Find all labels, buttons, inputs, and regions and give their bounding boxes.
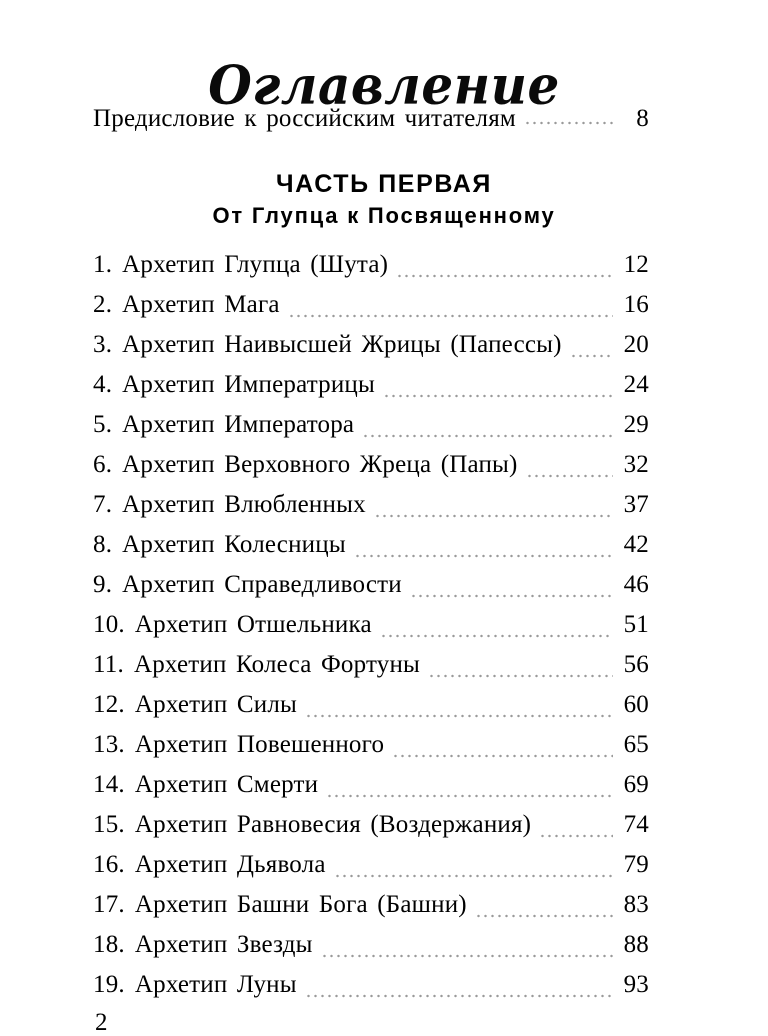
entry-number: 6.	[93, 451, 113, 478]
entry-page-number: 93	[623, 971, 649, 998]
part-heading	[0, 170, 768, 229]
dot-leader	[410, 589, 613, 603]
toc-entry[interactable]	[93, 332, 649, 372]
entry-page-number: 88	[623, 931, 649, 958]
toc-entry[interactable]	[93, 292, 649, 332]
entry-title: Архетип Мага	[122, 291, 280, 318]
entry-title: Архетип Равновесия (Воздержания)	[134, 811, 532, 838]
entry-page-number: 16	[623, 291, 649, 318]
toc-entry[interactable]	[93, 812, 649, 852]
dot-leader	[539, 829, 613, 843]
entry-page-number: 79	[623, 851, 649, 878]
toc-entry[interactable]	[93, 492, 649, 532]
entry-page-number: 42	[623, 531, 649, 558]
entry-number: 11.	[93, 651, 124, 678]
part-name: ЧАСТЬ ПЕРВАЯ	[276, 170, 492, 198]
next-entry-cutoff	[95, 1009, 651, 1036]
toc-entry[interactable]	[93, 772, 649, 812]
entry-title: Архетип Влюбленных	[122, 491, 366, 518]
entry-number: 13.	[93, 731, 125, 758]
entry-title: Архетип Повешенного	[134, 731, 385, 758]
toc-entry[interactable]	[93, 612, 649, 652]
entry-title: Архетип Колесницы	[122, 531, 346, 558]
entry-page-number: 20	[623, 331, 649, 358]
entry-number: 12.	[93, 691, 125, 718]
entry-number: 1.	[93, 251, 113, 278]
dot-leader	[334, 869, 613, 883]
entry-page-number: 24	[623, 371, 649, 398]
entry-number: 5.	[93, 411, 113, 438]
dot-leader	[362, 429, 613, 443]
entry-page-number: 46	[623, 571, 649, 598]
dot-leader	[326, 789, 613, 803]
dot-leader	[475, 909, 613, 923]
entry-page-number: 29	[623, 411, 649, 438]
dot-leader	[524, 116, 613, 130]
entry-page-number: 12	[623, 251, 649, 278]
entry-title: Архетип Смерти	[134, 771, 319, 798]
entry-title: Архетип Справедливости	[122, 571, 402, 598]
entry-number: 15.	[93, 811, 125, 838]
entry-page-number: 51	[623, 611, 649, 638]
dot-leader	[526, 469, 613, 483]
toc-entry[interactable]	[93, 372, 649, 412]
entry-title: Архетип Башни Бога (Башни)	[134, 891, 467, 918]
toc-entry[interactable]	[93, 732, 649, 772]
next-entry-cutoff-text: 2	[95, 1009, 108, 1036]
entry-page-number: 65	[623, 731, 649, 758]
entry-title: Архетип Луны	[134, 971, 297, 998]
entry-page-number: 37	[623, 491, 649, 518]
toc-entry[interactable]	[93, 532, 649, 572]
entry-number: 3.	[93, 331, 113, 358]
entry-page-number: 74	[623, 811, 649, 838]
dot-leader	[392, 749, 613, 763]
toc-entry[interactable]	[93, 692, 649, 732]
dot-leader	[374, 509, 613, 523]
preface-title: Предисловие к российским читателям	[93, 105, 516, 132]
toc-entry[interactable]	[93, 972, 649, 1012]
toc-entry[interactable]	[93, 652, 649, 692]
entry-number: 2.	[93, 291, 113, 318]
dot-leader	[383, 389, 613, 403]
dot-leader	[354, 549, 613, 563]
entry-title: Архетип Звезды	[134, 931, 313, 958]
preface-page-number: 8	[636, 105, 649, 132]
entry-title: Архетип Отшельника	[134, 611, 372, 638]
entry-title: Архетип Верховного Жреца (Папы)	[122, 451, 518, 478]
page-title: Оглавление	[208, 53, 560, 116]
entry-number: 8.	[93, 531, 113, 558]
entry-number: 9.	[93, 571, 113, 598]
dot-leader	[288, 309, 613, 323]
entry-title: Архетип Дьявола	[134, 851, 326, 878]
entry-number: 16.	[93, 851, 125, 878]
toc-entry[interactable]	[93, 932, 649, 972]
entry-number: 4.	[93, 371, 113, 398]
entry-number: 18.	[93, 931, 125, 958]
entry-page-number: 69	[623, 771, 649, 798]
toc-entry-preface[interactable]	[93, 106, 649, 131]
entry-title: Архетип Колеса Фортуны	[133, 651, 421, 678]
toc-entry[interactable]	[93, 412, 649, 452]
entry-number: 17.	[93, 891, 125, 918]
dot-leader	[396, 269, 613, 283]
entry-page-number: 32	[623, 451, 649, 478]
entry-title: Архетип Императрицы	[122, 371, 376, 398]
toc-entry[interactable]	[93, 452, 649, 492]
entry-number: 10.	[93, 611, 125, 638]
entry-number: 14.	[93, 771, 125, 798]
entry-title: Архетип Наивысшей Жрицы (Папессы)	[122, 331, 562, 358]
entry-page-number: 60	[623, 691, 649, 718]
entry-page-number: 56	[623, 651, 649, 678]
entry-page-number: 83	[623, 891, 649, 918]
entry-number: 7.	[93, 491, 113, 518]
entry-number: 19.	[93, 971, 125, 998]
dot-leader	[305, 989, 613, 1003]
dot-leader	[570, 349, 613, 363]
entry-title: Архетип Императора	[122, 411, 355, 438]
entry-title: Архетип Глупца (Шута)	[122, 251, 389, 278]
toc-entry[interactable]	[93, 252, 649, 292]
dot-leader	[428, 669, 613, 683]
part-subtitle: От Глупца к Посвященному	[212, 202, 556, 228]
toc-entry[interactable]	[93, 852, 649, 892]
toc-entry-list	[93, 252, 649, 1012]
dot-leader	[321, 949, 613, 963]
dot-leader	[380, 629, 613, 643]
entry-title: Архетип Силы	[134, 691, 298, 718]
dot-leader	[305, 709, 613, 723]
toc-entry[interactable]	[93, 892, 649, 932]
toc-entry[interactable]	[93, 572, 649, 612]
